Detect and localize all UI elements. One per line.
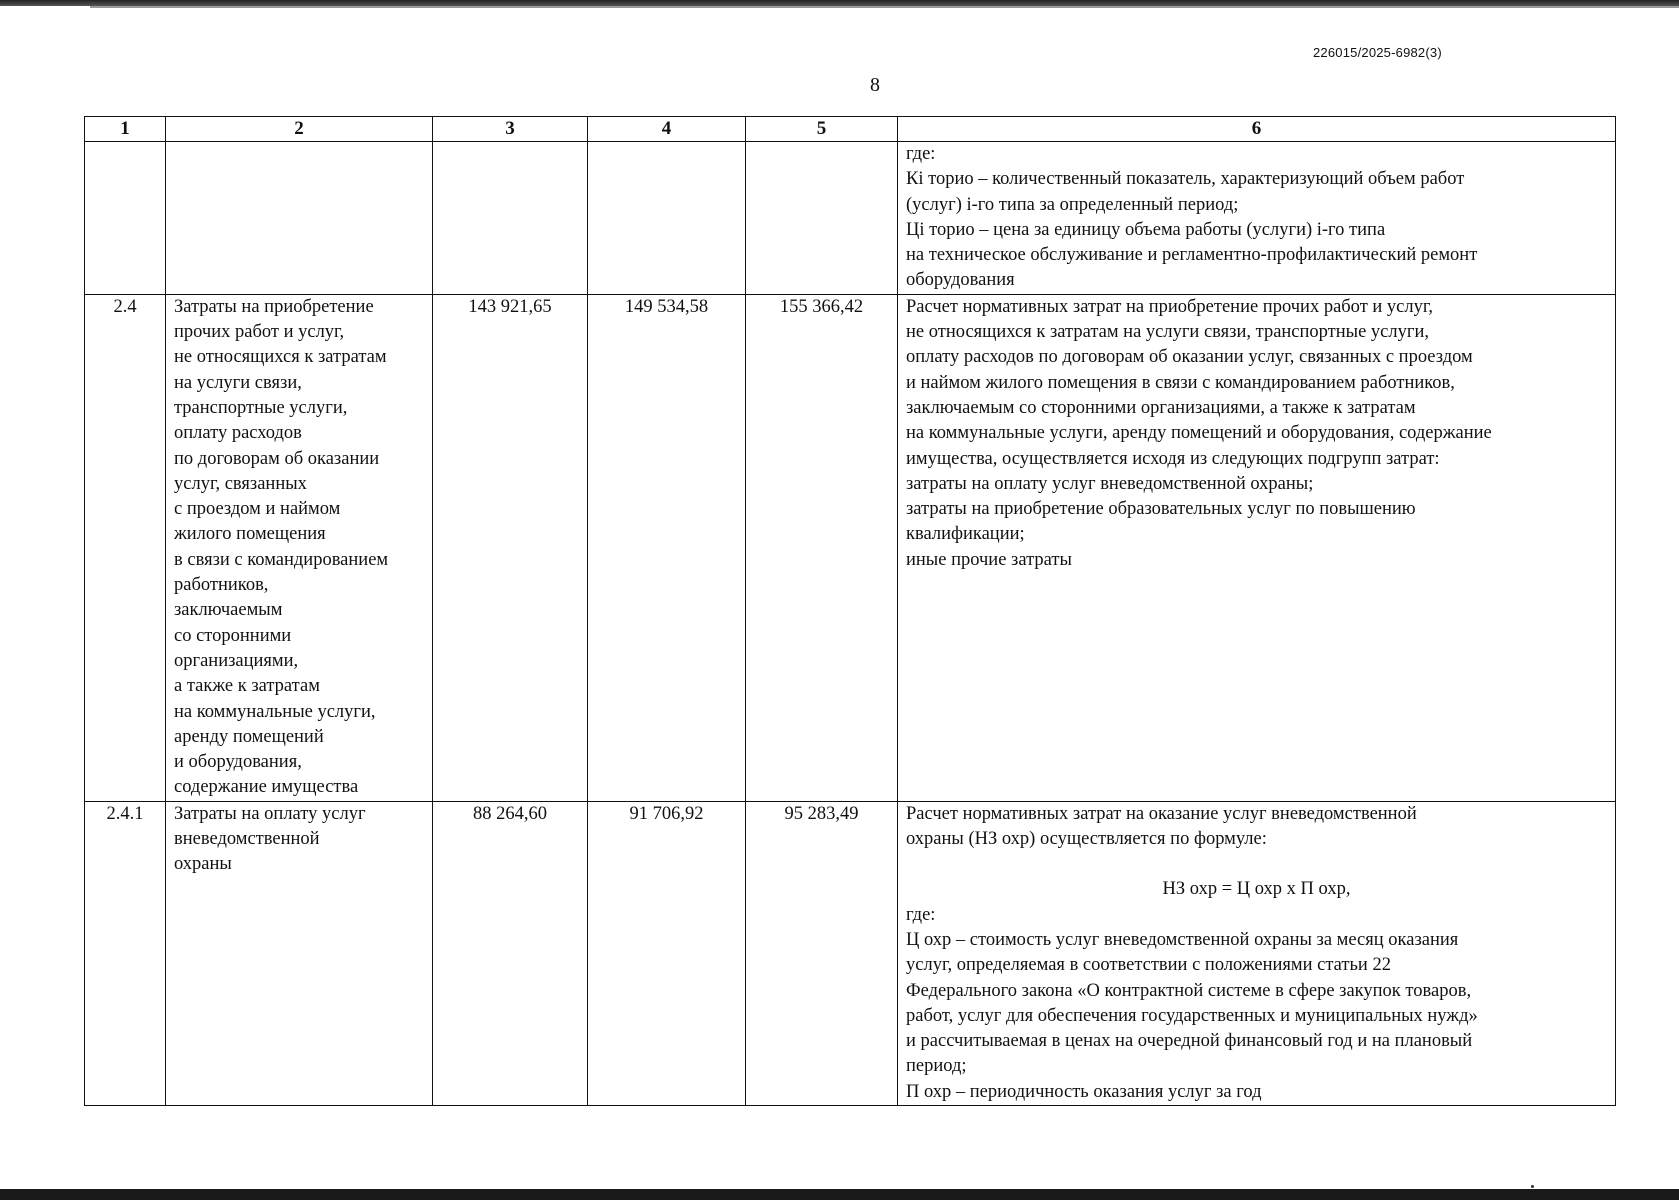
name-line: на коммунальные услуги, xyxy=(174,701,376,722)
column-header: 5 xyxy=(746,117,898,142)
description-line: Расчет нормативных затрат на приобретение прочих работ и услуг, xyxy=(906,296,1433,317)
name-line: вневедомственной xyxy=(174,829,320,850)
value-col4-cell: 91 706,92 xyxy=(588,801,746,1105)
formula: НЗ охр = Ц охр х П охр, xyxy=(1162,879,1351,900)
description-line: оплату расходов по договорам об оказании услуг, связанных с проездом xyxy=(906,347,1473,368)
name-line: жилого помещения xyxy=(174,524,326,545)
name-line: услуг, связанных xyxy=(174,473,307,494)
description-line: период; xyxy=(906,1056,967,1077)
scan-speck xyxy=(1531,1185,1534,1188)
description-line: Ці торио – цена за единицу объема работы (услуги) і-го типа xyxy=(906,219,1386,240)
table-row-continuation xyxy=(85,142,1616,295)
value-col5-cell xyxy=(746,142,898,295)
description-line: Расчет нормативных затрат на оказание услуг вневедомственной xyxy=(906,803,1417,824)
table-row-2-4 xyxy=(85,294,1616,801)
description-line: и рассчитываемая в ценах на очередной финансовый год и на плановый xyxy=(906,1031,1473,1052)
name-line: аренду помещений xyxy=(174,726,324,747)
value-col3-cell xyxy=(433,142,588,295)
column-header: 4 xyxy=(588,117,746,142)
row-number-cell: 2.4.1 xyxy=(85,801,166,1105)
name-line: в связи с командированием xyxy=(174,549,389,570)
value-col5-cell: 95 283,49 xyxy=(746,801,898,1105)
description-line: П охр – периодичность оказания услуг за год xyxy=(906,1081,1262,1102)
page-number: 8 xyxy=(870,74,880,96)
row-number-cell: 2.4 xyxy=(85,294,166,801)
column-header: 6 xyxy=(898,117,1616,142)
column-header: 1 xyxy=(85,117,166,142)
name-line: заключаемым xyxy=(174,600,283,621)
description-line: заключаемым со сторонними организациями, а также к затратам xyxy=(906,397,1416,418)
description-line: на техническое обслуживание и регламентно-профилактический ремонт xyxy=(906,245,1478,266)
scan-edge-bottom xyxy=(0,1189,1679,1200)
name-line: охраны xyxy=(174,854,232,875)
description-line: оборудования xyxy=(906,270,1015,291)
description-line: иные прочие затраты xyxy=(906,549,1072,570)
description-line: где: xyxy=(906,904,936,925)
description-line: охраны (НЗ охр) осуществляется по формуле: xyxy=(906,829,1267,850)
value-col3-cell: 143 921,65 xyxy=(433,294,588,801)
row-name-cell xyxy=(166,801,433,1105)
name-line: прочих работ и услуг, xyxy=(174,322,345,343)
name-line: транспортные услуги, xyxy=(174,397,348,418)
column-header: 3 xyxy=(433,117,588,142)
description-line: затраты на оплату услуг вневедомственной охраны; xyxy=(906,473,1314,494)
name-line: Затраты на оплату услуг xyxy=(174,803,366,824)
scan-edge-top-line xyxy=(90,6,1679,8)
row-number-cell xyxy=(85,142,166,295)
value-col4-cell: 149 534,58 xyxy=(588,294,746,801)
name-line: на услуги связи, xyxy=(174,372,302,393)
column-header: 2 xyxy=(166,117,433,142)
name-line: Затраты на приобретение xyxy=(174,296,374,317)
description-line: не относящихся к затратам на услуги связи, транспортные услуги, xyxy=(906,322,1429,343)
name-line: и оборудования, xyxy=(174,752,302,773)
description-line: работ, услуг для обеспечения государственных и муниципальных нужд» xyxy=(906,1005,1478,1026)
description-line: и наймом жилого помещения в связи с командированием работников, xyxy=(906,372,1455,393)
document-id: 226015/2025-6982(3) xyxy=(1313,45,1442,60)
description-line: квалификации; xyxy=(906,524,1025,545)
name-line: содержание имущества xyxy=(174,777,359,798)
row-name-cell xyxy=(166,294,433,801)
value-col3-cell: 88 264,60 xyxy=(433,801,588,1105)
name-line: работников, xyxy=(174,575,269,596)
description-line: Федерального закона «О контрактной системе в сфере закупок товаров, xyxy=(906,980,1472,1001)
value-col4-cell xyxy=(588,142,746,295)
table-row-2-4-1 xyxy=(85,801,1616,1105)
name-line: не относящихся к затратам xyxy=(174,347,387,368)
value-col5-cell: 155 366,42 xyxy=(746,294,898,801)
description-line: услуг, определяемая в соответствии с положениями статьи 22 xyxy=(906,955,1391,976)
name-line: а также к затратам xyxy=(174,676,320,697)
description-line: (услуг) і-го типа за определенный период; xyxy=(906,194,1239,215)
name-line: со сторонними xyxy=(174,625,292,646)
description-line: имущества, осуществляется исходя из следующих подгрупп затрат: xyxy=(906,448,1440,469)
description-line: затраты на приобретение образовательных услуг по повышению xyxy=(906,499,1416,520)
cost-table xyxy=(84,116,1616,1106)
name-line: организациями, xyxy=(174,650,299,671)
description-cell xyxy=(898,801,1616,1105)
name-line: по договорам об оказании xyxy=(174,448,380,469)
name-line: с проездом и наймом xyxy=(174,499,341,520)
name-line: оплату расходов xyxy=(174,423,302,444)
description-line: на коммунальные услуги, аренду помещений и оборудования, содержание xyxy=(906,423,1492,444)
description-line: где: xyxy=(906,144,936,164)
description-cell xyxy=(898,142,1616,295)
table-header-row xyxy=(85,117,1616,142)
row-name-cell xyxy=(166,142,433,295)
description-cell xyxy=(898,294,1616,801)
description-line: Ц охр – стоимость услуг вневедомственной охраны за месяц оказания xyxy=(906,929,1459,950)
description-line: Кі торио – количественный показатель, характеризующий объем работ xyxy=(906,169,1465,190)
